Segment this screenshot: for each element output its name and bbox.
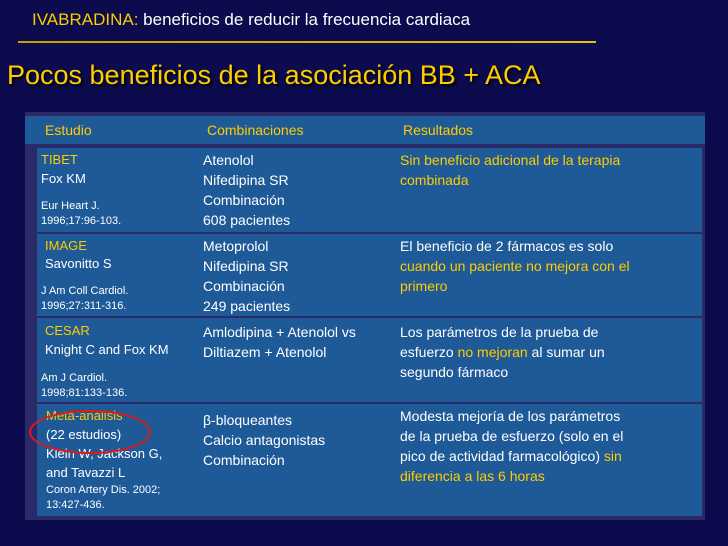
header-resultados: Resultados [403,122,474,138]
table-row [37,234,702,316]
combinations-cell [203,410,325,470]
result-text: al sumar un [527,344,605,360]
header-highlight: IVABRADINA: [32,10,139,29]
combo-item: Nifedipina SR [203,258,289,274]
slide-header [32,10,470,30]
result-line: Modesta mejoría de los parámetros [400,408,621,424]
combo-item: Metoprolol [203,238,269,254]
result-highlight: no mejoran [457,344,528,360]
study-table [25,112,705,520]
combo-item: β-bloqueantes [203,412,293,428]
study-reference: Am J Cardiol. [41,372,108,384]
combinations-cell [203,236,290,316]
combo-item: Calcio antagonistas [203,432,326,448]
result-line [400,446,623,466]
result-text: esfuerzo [400,344,458,360]
result-line: Los parámetros de la prueba de [400,324,599,340]
result-line: de la prueba de esfuerzo (solo en el [400,428,624,444]
page-title: Pocos beneficios de la asociación BB + ACA [7,60,541,90]
highlight-circle [29,410,151,454]
study-name: Meta-análisis [46,408,123,423]
combo-item: 608 pacientes [203,212,291,228]
table-row [37,148,702,232]
study-name: TIBET [41,152,78,167]
study-authors: Fox KM [41,171,86,186]
study-name: IMAGE [45,238,87,253]
study-authors: Knight C and Fox KM [45,342,169,357]
results-cell [400,236,630,296]
combinations-cell [203,322,356,362]
result-line: El beneficio de 2 fármacos es solo [400,238,614,254]
result-line: cuando un paciente no mejora con el [400,258,630,274]
combo-item: Diltiazem + Atenolol [203,344,327,360]
author-line: and Tavazzi L [46,465,126,480]
result-highlight: sin [603,448,622,464]
result-line: combinada [400,172,469,188]
table-header [25,116,705,144]
results-cell [400,150,620,190]
study-authors: Savonitto S [45,256,112,271]
table-row [37,318,702,402]
study-reference: 1996;27:311-316. [41,300,127,312]
result-line: segundo fármaco [400,364,509,380]
combo-item: Combinación [203,452,285,468]
header-rule [18,41,596,43]
result-line: diferencia a las 6 horas [400,468,545,484]
study-reference: 1996;17:96-103. [41,215,122,227]
header-combinaciones: Combinaciones [207,122,304,138]
author-line: Klein W, Jackson G, [46,446,163,461]
combo-item: Atenolol [203,152,254,168]
study-reference: Eur Heart J. [41,200,100,212]
result-line: primero [400,278,448,294]
combo-item: Nifedipina SR [203,172,289,188]
combo-item: Amlodipina + Atenolol vs [203,324,356,340]
header-estudio: Estudio [45,122,92,138]
results-cell [400,322,605,382]
study-reference: 1998;81:133-136. [41,387,128,399]
author-line: (22 estudios) [46,427,122,442]
study-reference: J Am Coll Cardiol. [41,285,129,297]
combo-item: Combinación [203,192,285,208]
result-text: pico de actividad farmacológico) [400,448,604,464]
study-name: CESAR [45,323,90,338]
result-line: Sin beneficio adicional de la terapia [400,152,621,168]
study-reference: Coron Artery Dis. 2002; [46,484,161,496]
results-cell [400,406,623,486]
combo-item: 249 pacientes [203,298,291,314]
study-reference: 13:427-436. [46,499,105,511]
header-rest: beneficios de reducir la frecuencia cardiaca [138,10,471,29]
combo-item: Combinación [203,278,285,294]
result-line [400,342,605,362]
combinations-cell [203,150,290,230]
